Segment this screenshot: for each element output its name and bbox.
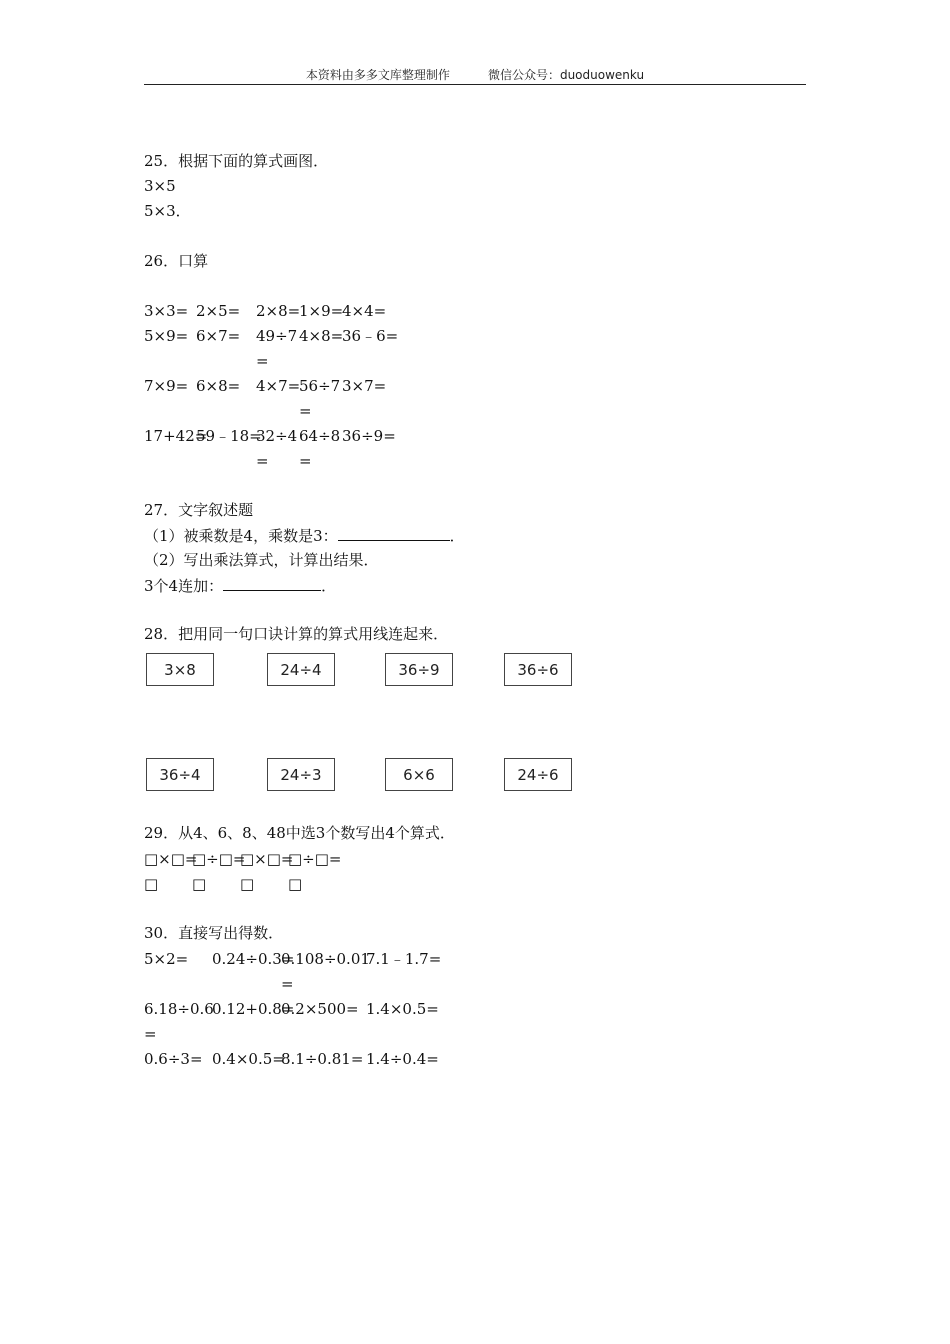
q30-item: 0.6÷3=: [144, 1050, 203, 1068]
q25-line-1: 3×5: [144, 177, 176, 195]
q27-part-3-period: ．: [321, 577, 337, 595]
q27-part-2: （2）写出乘法算式，计算出结果．: [144, 551, 379, 569]
q29-item: □÷□=: [192, 850, 246, 868]
q30-item: 0.108÷0.01: [281, 950, 370, 968]
header-rule: [144, 84, 806, 85]
q30-item: 7.1﹣1.7=: [366, 950, 442, 968]
q26-item: 64÷8: [299, 427, 341, 445]
expression-box-top[interactable]: 36÷6: [504, 653, 572, 686]
q30-item-wrap: =: [144, 1025, 157, 1043]
q29-title: 29．从4、6、8、48中选3个数写出4个算式．: [144, 824, 455, 842]
q26-item: 56÷7: [299, 377, 341, 395]
expression-box-bottom[interactable]: 24÷3: [267, 758, 335, 791]
q28-title: 28．把用同一句口诀计算的算式用线连起来．: [144, 625, 449, 643]
q30-item-wrap: =: [281, 975, 294, 993]
q29-item: □×□=: [240, 850, 294, 868]
q26-item: 1×9=: [299, 302, 344, 320]
q26-title: 26．口算: [144, 252, 209, 270]
q26-item-wrap: =: [299, 402, 312, 420]
q30-item: 0.24÷0.3=: [212, 950, 295, 968]
q26-item: 4×7=: [256, 377, 301, 395]
q30-title: 30．直接写出得数．: [144, 924, 284, 942]
q26-item: 4×8=: [299, 327, 344, 345]
q30-item: 8.1÷0.81=: [281, 1050, 364, 1068]
q27-part-3: [144, 576, 336, 595]
header-wechat-label: 微信公众号：: [487, 68, 560, 82]
q29-item: □×□=: [144, 850, 198, 868]
page-header: [0, 66, 950, 83]
q30-item: 1.4×0.5=: [366, 1000, 439, 1018]
q26-item: 2×5=: [196, 302, 241, 320]
q26-item-wrap: =: [256, 452, 269, 470]
q26-item-wrap: =: [256, 352, 269, 370]
header-source-text: 本资料由多多文库整理制作: [305, 68, 450, 82]
q26-item: 3×3=: [144, 302, 189, 320]
q26-item: 3×7=: [342, 377, 387, 395]
q27-part-1-period: ．: [449, 527, 465, 545]
q26-item: 32÷4: [256, 427, 298, 445]
q26-item: 59﹣18=: [196, 427, 262, 445]
q27-part-1-text: （1）被乘数是4，乘数是3：: [144, 527, 338, 545]
q25-title: 25．根据下面的算式画图．: [144, 152, 329, 170]
expression-box-top[interactable]: 24÷4: [267, 653, 335, 686]
expression-box-bottom[interactable]: 6×6: [385, 758, 453, 791]
q29-answer-box[interactable]: □: [240, 875, 255, 893]
q26-item: 7×9=: [144, 377, 189, 395]
q29-answer-box[interactable]: □: [144, 875, 159, 893]
q30-item: 0.4×0.5=: [212, 1050, 285, 1068]
q26-item: 2×8=: [256, 302, 301, 320]
q25-line-2: 5×3．: [144, 202, 191, 220]
q26-item: 4×4=: [342, 302, 387, 320]
q27-part-3-text: 3个4连加：: [144, 577, 224, 595]
q29-answer-box[interactable]: □: [288, 875, 303, 893]
q29-answer-box[interactable]: □: [192, 875, 207, 893]
q26-item: 49÷7: [256, 327, 298, 345]
q26-item: 5×9=: [144, 327, 189, 345]
header-wechat-id: duoduowenku: [559, 68, 645, 82]
expression-box-top[interactable]: 3×8: [146, 653, 214, 686]
q30-item: 5×2=: [144, 950, 189, 968]
q26-item: 36﹣6=: [342, 327, 399, 345]
q26-item: 36÷9=: [342, 427, 396, 445]
q27-answer-blank-2[interactable]: [223, 576, 321, 591]
expression-box-bottom[interactable]: 24÷6: [504, 758, 572, 791]
expression-box-top[interactable]: 36÷9: [385, 653, 453, 686]
q29-item: □÷□=: [288, 850, 342, 868]
q27-answer-blank-1[interactable]: [338, 526, 450, 541]
q30-item: 0.2×500=: [281, 1000, 359, 1018]
q26-item: 17+42=: [144, 427, 208, 445]
q30-item: 0.12+0.8=: [212, 1000, 295, 1018]
q27-part-1: [144, 526, 465, 545]
q30-item: 6.18÷0.6: [144, 1000, 214, 1018]
q26-item: 6×7=: [196, 327, 241, 345]
q26-item-wrap: =: [299, 452, 312, 470]
q27-title: 27．文字叙述题: [144, 501, 254, 519]
expression-box-bottom[interactable]: 36÷4: [146, 758, 214, 791]
q26-item: 6×8=: [196, 377, 241, 395]
q30-item: 1.4÷0.4=: [366, 1050, 439, 1068]
